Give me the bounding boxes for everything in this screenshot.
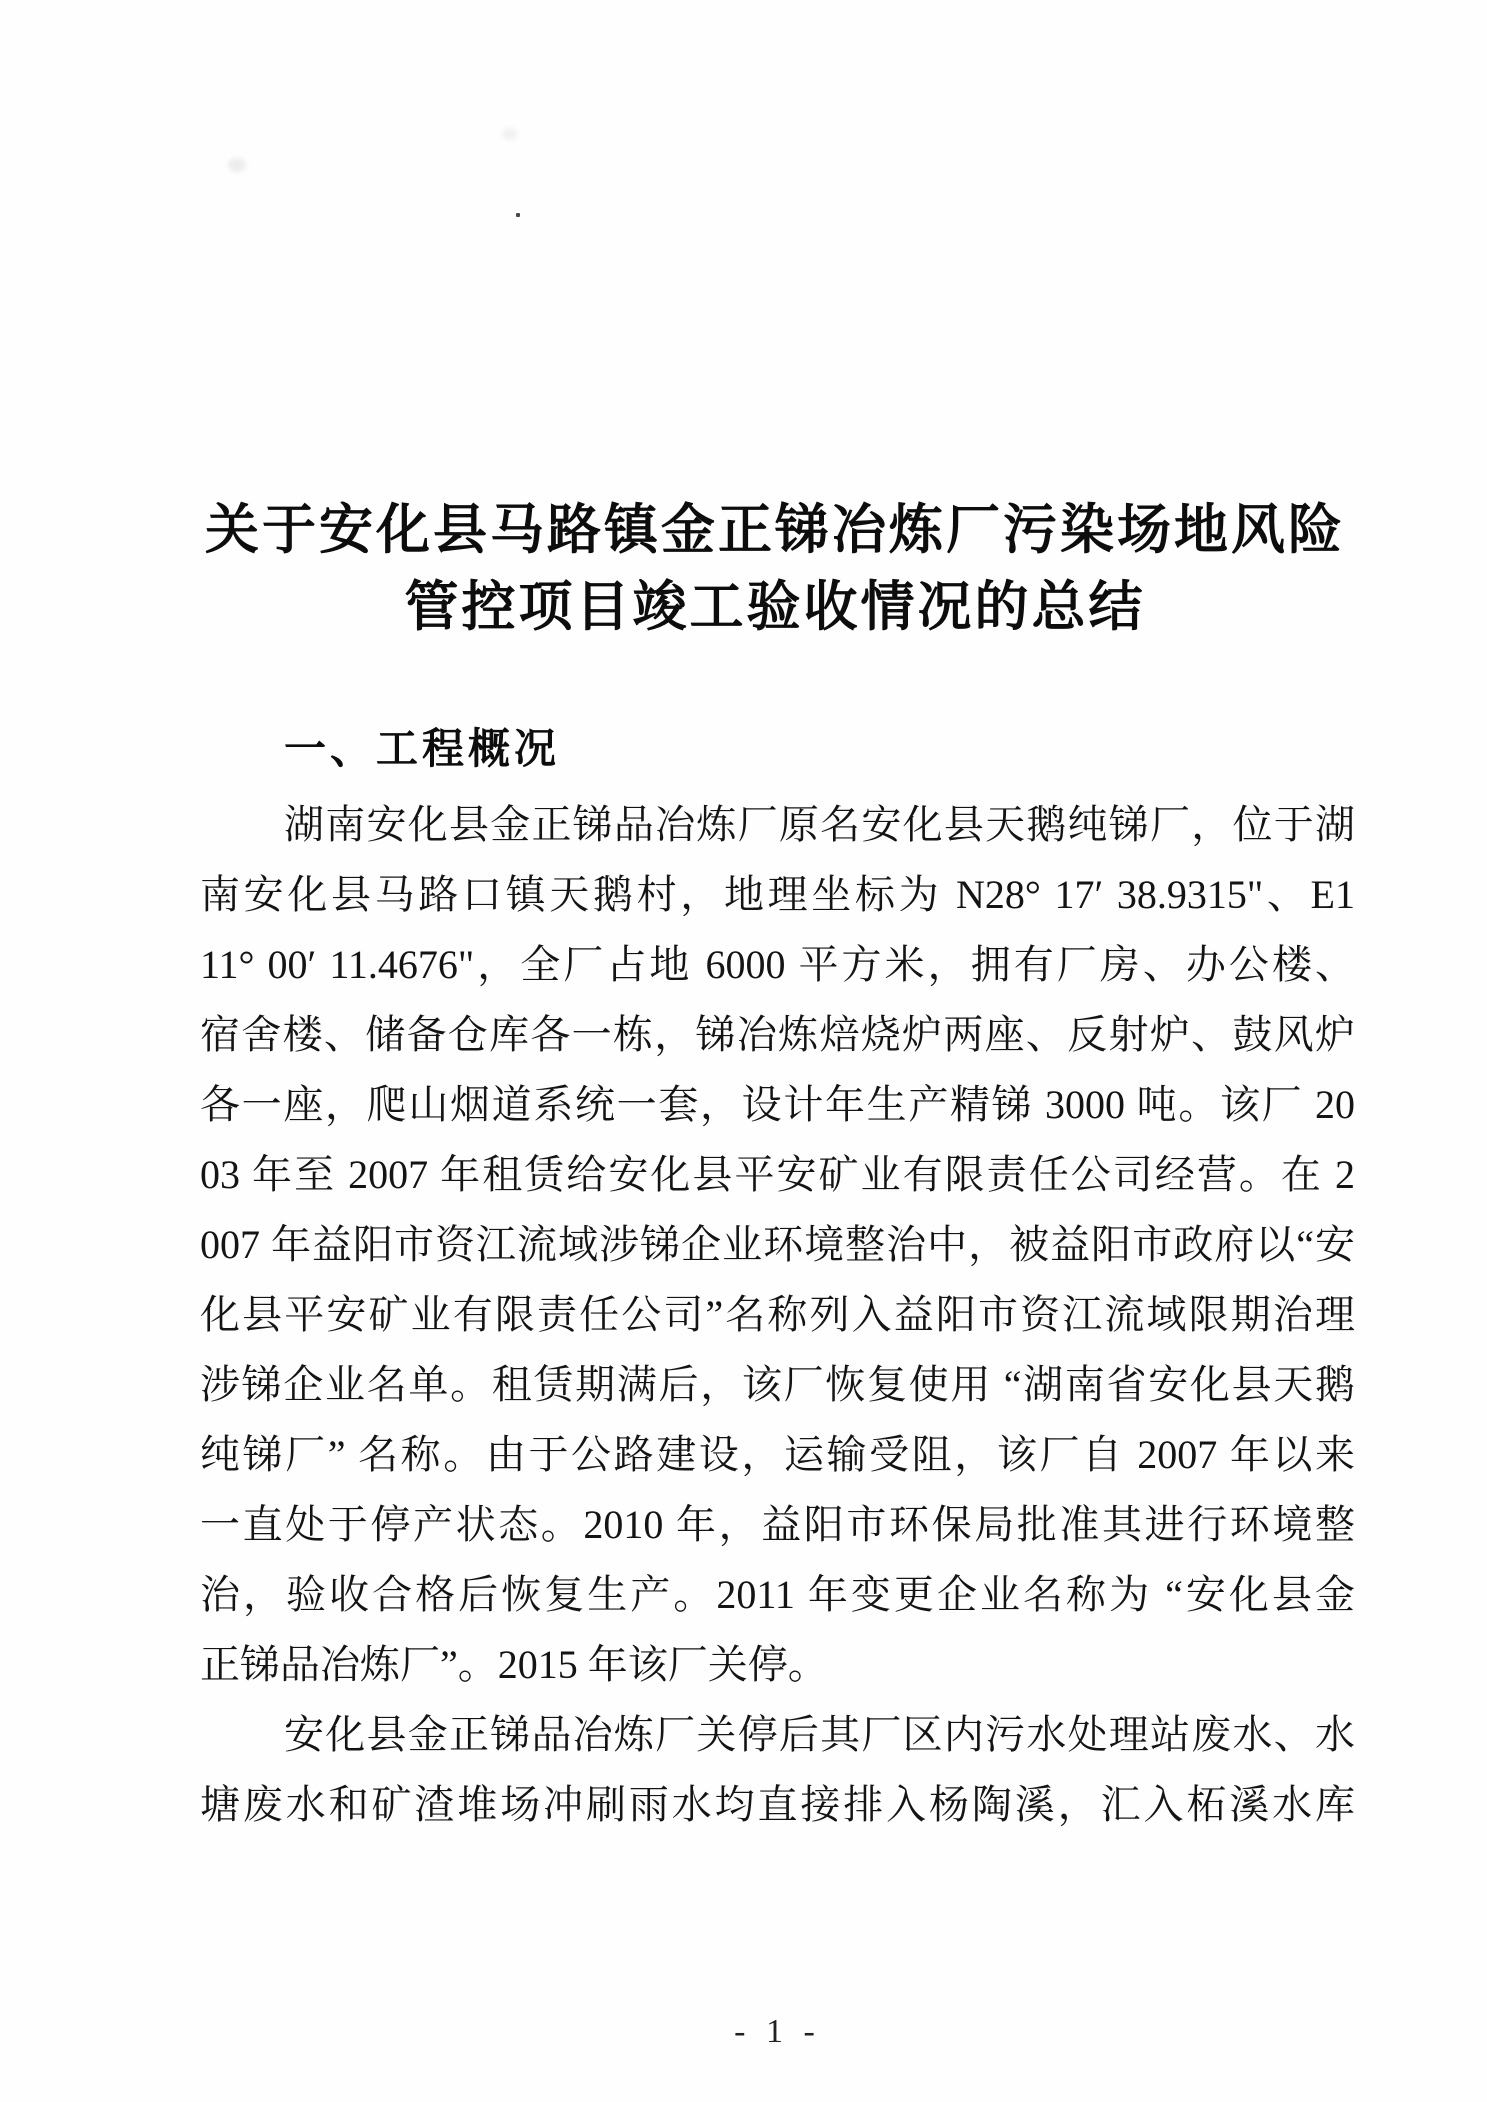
body-line: 正锑品冶炼厂”。2015 年该厂关停。 [200, 1642, 828, 1687]
body-line: 化县平安矿业有限责任公司”名称列入益阳市资江流域限期治理 [200, 1292, 1355, 1337]
document-title-line-2: 管控项目竣工验收情况的总结 [404, 577, 1146, 637]
body-line: 塘废水和矿渣堆场冲刷雨水均直接排入杨陶溪，汇入柘溪水库 [200, 1782, 1355, 1827]
scan-speck [516, 213, 520, 217]
body-line: 涉锑企业名单。租赁期满后，该厂恢复使用 “湖南省安化县天鹅 [200, 1362, 1355, 1407]
section-heading: 一、工程概况 [284, 725, 561, 772]
scan-smudge [228, 158, 246, 172]
body-line: 湖南安化县金正锑品冶炼厂原名安化县天鹅纯锑厂，位于湖 [284, 802, 1355, 847]
document-title-line-1: 关于安化县马路镇金正锑冶炼厂污染场地风险 [205, 500, 1345, 560]
body-line: 治，验收合格后恢复生产。2011 年变更企业名称为 “安化县金 [200, 1572, 1355, 1617]
body-line: 宿舍楼、储备仓库各一栋，锑冶炼焙烧炉两座、反射炉、鼓风炉 [200, 1012, 1355, 1057]
body-line: 03 年至 2007 年租赁给安化县平安矿业有限责任公司经营。在 2 [200, 1152, 1355, 1197]
body-line: 安化县金正锑品冶炼厂关停后其厂区内污水处理站废水、水 [284, 1712, 1355, 1757]
body-line: 南安化县马路口镇天鹅村，地理坐标为 N28° 17′ 38.9315"、E1 [200, 872, 1355, 917]
body-line: 一直处于停产状态。2010 年，益阳市环保局批准其进行环境整 [200, 1502, 1355, 1547]
page-number: - 1 - [734, 2013, 821, 2050]
body-line: 各一座，爬山烟道系统一套，设计年生产精锑 3000 吨。该厂 20 [200, 1082, 1355, 1127]
body-line: 纯锑厂” 名称。由于公路建设，运输受阻，该厂自 2007 年以来 [200, 1432, 1355, 1477]
document-body [200, 790, 1355, 1840]
scan-smudge [502, 128, 518, 140]
document-title [160, 492, 1390, 646]
body-line: 007 年益阳市资江流域涉锑企业环境整治中，被益阳市政府以“安 [200, 1222, 1355, 1267]
body-line: 11° 00′ 11.4676"，全厂占地 6000 平方米，拥有厂房、办公楼、 [200, 942, 1355, 987]
